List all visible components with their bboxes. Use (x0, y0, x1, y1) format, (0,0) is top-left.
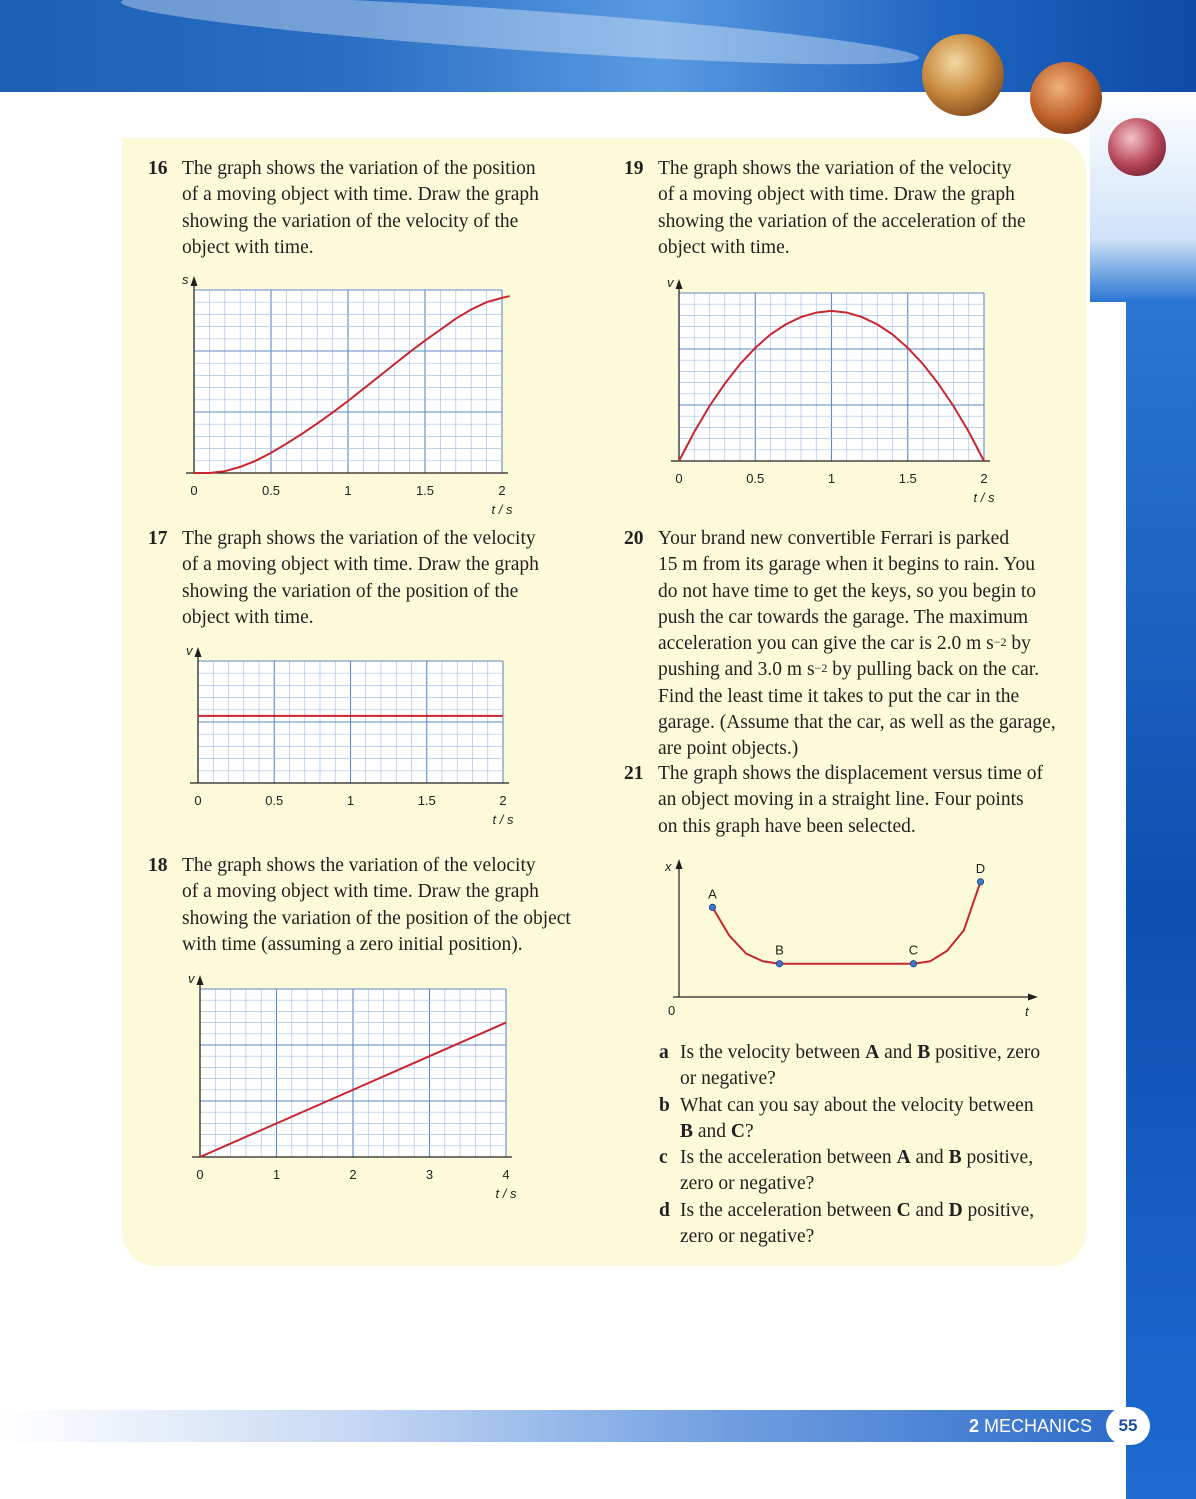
text-fragment: pushing and 3.0 m s (658, 659, 815, 681)
point-label: C (896, 1200, 911, 1221)
point-label: A (865, 1042, 880, 1063)
planet-image (1108, 118, 1166, 176)
question-16 (148, 156, 588, 266)
tick-label: 0 (194, 793, 202, 808)
planet-image (922, 34, 1004, 116)
tick-label: 1 (346, 793, 355, 808)
subquestion-letter: b (659, 1095, 670, 1116)
question-21 (624, 761, 1074, 843)
question-text (658, 761, 1043, 840)
chart-q19 (650, 272, 1030, 512)
text-line: The graph shows the variation of the position (182, 158, 536, 179)
point-label: B (917, 1042, 931, 1063)
tick-label: 1.5 (415, 483, 435, 498)
data-point (776, 961, 782, 967)
text-line: object with time. (182, 236, 314, 258)
chart-q18 (170, 966, 550, 1206)
text-line: showing the variation of the acceleration of the (658, 210, 1026, 232)
text-line: of a moving object with time. Draw the graph (658, 184, 1015, 206)
text-line: The graph shows the variation of the velocity (182, 855, 536, 876)
text-line: object with time. (182, 606, 314, 628)
text-line: on this graph have been selected. (658, 815, 916, 837)
subquestion-letter: c (659, 1147, 668, 1168)
question-text (182, 156, 539, 261)
point-label: B (775, 942, 784, 958)
text-line: of a moving object with time. Draw the graph (182, 184, 539, 206)
text-fragment: positive, zero (930, 1042, 1041, 1063)
text-fragment: positive, (961, 1147, 1034, 1168)
text-line: 15 m from its garage when it begins to rain. You (658, 554, 1035, 576)
text-line: of a moving object with time. Draw the graph (182, 554, 539, 576)
point-label: C (730, 1121, 746, 1143)
subquestion-c (659, 1145, 1079, 1199)
text-fragment: and (910, 1147, 949, 1168)
tick-label: 1 (827, 471, 836, 486)
text-line: The graph shows the variation of the velocity (182, 528, 536, 549)
tick-label: 3 (425, 1167, 434, 1182)
y-axis-label: v (188, 971, 195, 986)
subquestion-letter: d (659, 1200, 670, 1221)
text-fragment: acceleration you can give the car is 2.0 m s (658, 633, 994, 655)
superscript: −2 (993, 635, 1007, 650)
x-axis-label: t / s (491, 502, 513, 517)
y-axis-label: s (182, 272, 189, 287)
subquestion-text (680, 1093, 1034, 1146)
tick-label: 2 (349, 1167, 357, 1182)
chart-q17 (170, 640, 550, 830)
planet-image (1030, 62, 1102, 134)
question-19 (624, 156, 1074, 266)
subquestion-letter: a (659, 1042, 669, 1063)
x-axis-label: t (1025, 1004, 1029, 1019)
point-label: A (708, 886, 717, 902)
y-axis-arrow (676, 279, 683, 289)
point-label: D (975, 860, 986, 876)
text-line: or negative? (680, 1068, 776, 1090)
text-fragment: positive, (962, 1200, 1035, 1221)
y-axis-label: v (667, 275, 674, 290)
y-axis-arrow (676, 859, 683, 869)
text-line: garage. (Assume that the car, as well as the garage, (658, 712, 1056, 734)
text-line: showing the variation of the position of the object (182, 907, 571, 929)
origin-label: 0 (668, 1003, 676, 1018)
chart-q21 (650, 846, 1050, 1026)
text-line: zero or negative? (680, 1173, 815, 1195)
subquestion-d (659, 1198, 1079, 1252)
tick-label: 2 (499, 793, 507, 808)
question-number: 18 (148, 855, 168, 876)
text-fragment: and (879, 1042, 918, 1063)
text-line (680, 1145, 1033, 1171)
x-axis-arrow (1028, 994, 1038, 1001)
side-decoration-strip (1126, 300, 1196, 1499)
tick-label: 1.5 (898, 471, 917, 486)
data-point (977, 879, 983, 885)
tick-label: 1 (272, 1167, 281, 1182)
text-line (658, 631, 1056, 657)
y-axis-arrow (195, 647, 202, 657)
text-line (680, 1119, 1034, 1145)
x-axis-label: t / s (495, 1186, 517, 1201)
text-line: of a moving object with time. Draw the graph (182, 881, 539, 903)
subquestion-a (659, 1040, 1079, 1094)
x-axis-label: t / s (973, 490, 995, 505)
superscript: −2 (814, 661, 828, 676)
text-line (680, 1040, 1040, 1066)
question-text (658, 526, 1056, 763)
text-fragment: Is the velocity between (680, 1042, 866, 1063)
question-number: 19 (624, 158, 644, 179)
y-axis-label: v (186, 643, 193, 658)
question-number: 16 (148, 158, 168, 179)
subquestion-text (680, 1145, 1033, 1198)
question-text (182, 853, 571, 958)
text-fragment: ? (745, 1121, 754, 1143)
question-number: 21 (624, 763, 644, 784)
text-line (658, 657, 1056, 683)
text-line: object with time. (658, 236, 790, 258)
tick-label: 2 (498, 483, 506, 498)
tick-label: 0.5 (746, 471, 765, 486)
tick-label: 0 (675, 471, 683, 486)
subquestion-text (680, 1198, 1034, 1251)
question-text (658, 156, 1026, 261)
text-line: an object moving in a straight line. Four points (658, 789, 1024, 811)
text-line: Find the least time it takes to put the car in the (658, 685, 1020, 707)
x-axis-label: t / s (492, 812, 514, 827)
y-axis-arrow (191, 276, 198, 286)
text-fragment: Is the acceleration between (680, 1200, 897, 1221)
chapter-label (952, 1413, 1092, 1439)
tick-label: 0 (196, 1167, 204, 1182)
question-number: 17 (148, 528, 168, 549)
subquestion-text (680, 1040, 1040, 1093)
tick-label: 1.5 (417, 793, 436, 808)
text-fragment: and (693, 1121, 731, 1143)
y-axis-arrow (197, 975, 204, 985)
point-label: B (680, 1121, 694, 1143)
chapter-title: MECHANICS (983, 1416, 1092, 1436)
text-line: push the car towards the garage. The maximum (658, 606, 1029, 628)
question-text (182, 526, 539, 631)
text-fragment: and (910, 1200, 949, 1221)
chart-q16 (170, 270, 550, 520)
text-line: showing the variation of the velocity of the (182, 210, 519, 232)
text-fragment: by pulling back on the car. (827, 659, 1040, 681)
y-axis-label: x (665, 859, 672, 874)
data-point (910, 961, 916, 967)
tick-label: 0.5 (261, 483, 281, 498)
point-label: A (896, 1147, 911, 1168)
text-line: Your brand new convertible Ferrari is parked (658, 528, 1010, 549)
text-line: The graph shows the variation of the velocity (658, 158, 1012, 179)
data-point (709, 904, 715, 910)
question-18 (148, 853, 598, 963)
text-line: showing the variation of the position of the (182, 580, 519, 602)
subquestion-b (659, 1093, 1079, 1147)
tick-label: 2 (980, 471, 988, 486)
tick-label: 1 (344, 483, 352, 498)
text-fragment: by (1006, 633, 1031, 655)
point-label: C (908, 942, 919, 958)
text-line: with time (assuming a zero initial position). (182, 933, 523, 955)
chapter-number: 2 (968, 1416, 979, 1436)
text-line (680, 1198, 1034, 1224)
tick-label: 4 (502, 1167, 510, 1182)
text-line: do not have time to get the keys, so you begin to (658, 580, 1037, 602)
tick-label: 0 (190, 483, 198, 498)
tick-label: 0.5 (265, 793, 284, 808)
question-17 (148, 526, 588, 636)
text-line: What can you say about the velocity between (680, 1095, 1034, 1116)
text-line: are point objects.) (658, 738, 799, 760)
top-banner (0, 0, 1196, 92)
question-number: 20 (624, 528, 644, 549)
point-label: D (948, 1200, 963, 1221)
text-fragment: Is the acceleration between (680, 1147, 897, 1168)
data-line (713, 882, 981, 964)
page-number: 55 (1106, 1407, 1150, 1445)
text-line: The graph shows the displacement versus time of (658, 763, 1044, 784)
question-20 (624, 526, 1074, 766)
point-label: B (948, 1147, 962, 1168)
text-line: zero or negative? (680, 1226, 815, 1248)
banner-swoosh (120, 0, 921, 78)
